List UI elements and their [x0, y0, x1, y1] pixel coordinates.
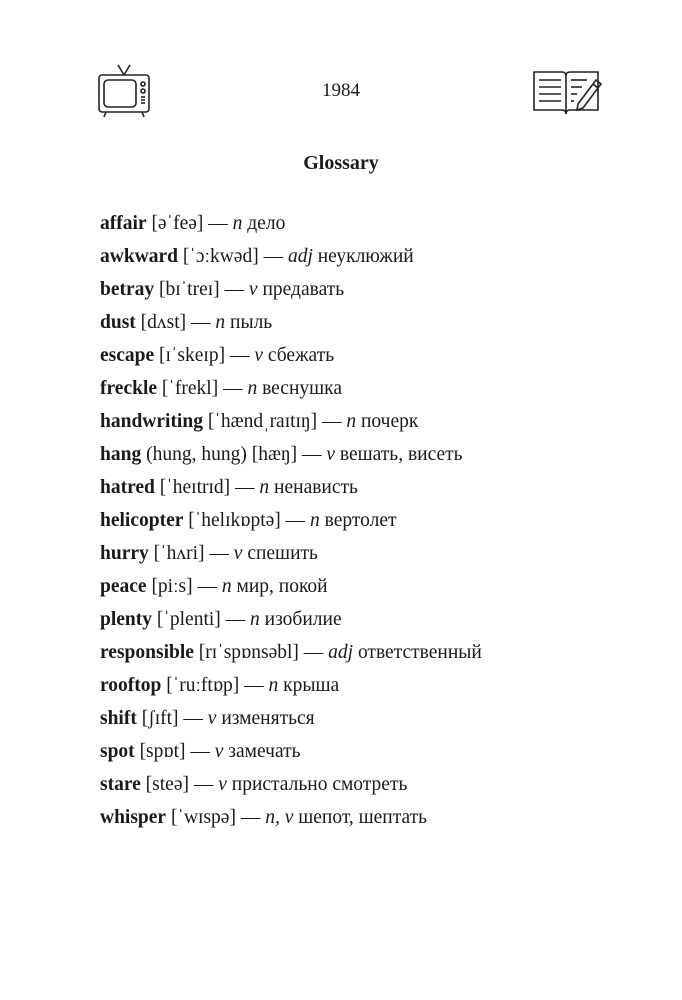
- entry-dash: —: [235, 477, 255, 498]
- entry-part-of-speech: v: [207, 708, 217, 729]
- entry-transcription: [dʌst]: [140, 312, 187, 333]
- entry-translation: замечать: [228, 741, 301, 762]
- glossary-entry: [100, 244, 482, 277]
- entry-transcription: [ˈruːftɒp]: [166, 675, 240, 696]
- entry-translation: почерк: [360, 411, 419, 432]
- entry-translation: веснушка: [262, 378, 343, 399]
- entry-dash: —: [321, 411, 342, 432]
- entry-dash: —: [240, 807, 261, 828]
- entry-dash: —: [191, 312, 211, 333]
- entry-part-of-speech: n: [346, 411, 357, 432]
- entry-word: spot: [100, 741, 135, 762]
- entry-translation: ответственный: [357, 642, 482, 663]
- entry-translation: сбежать: [267, 345, 335, 366]
- entry-part-of-speech: v: [254, 345, 263, 366]
- glossary-entry: [100, 574, 482, 607]
- entry-transcription: [ˈhændˌraɪtɪŋ]: [207, 411, 318, 432]
- entry-part-of-speech: adj: [328, 642, 354, 663]
- entry-forms: (hung, hung): [146, 444, 247, 465]
- glossary-entry: [100, 442, 482, 475]
- entry-transcription: [ʃɪft]: [141, 708, 179, 729]
- entry-transcription: [ˈheɪtrɪd]: [159, 477, 231, 498]
- entry-translation: спешить: [247, 543, 318, 564]
- entry-transcription: [ˈɔːkwəd]: [182, 246, 259, 267]
- glossary-entry: [100, 376, 482, 409]
- glossary-entry: [100, 343, 482, 376]
- entry-transcription: [hæŋ]: [251, 444, 298, 465]
- entry-transcription: [piːs]: [151, 576, 193, 597]
- entry-part-of-speech: n: [268, 675, 279, 696]
- glossary-entry: [100, 277, 482, 310]
- entry-word: betray: [100, 279, 155, 300]
- entry-transcription: [rɪˈspɒnsəbl]: [198, 642, 299, 663]
- entry-transcription: [ˈplenti]: [156, 609, 221, 630]
- entry-translation: изменяться: [221, 708, 315, 729]
- entry-part-of-speech: v: [214, 741, 224, 762]
- book-pencil-icon: [532, 68, 602, 118]
- entry-word: hatred: [100, 477, 155, 498]
- glossary-entry: [100, 640, 482, 673]
- entry-word: awkward: [100, 246, 179, 267]
- entry-dash: —: [224, 279, 245, 300]
- entry-translation: вертолет: [324, 510, 397, 531]
- entry-translation: шепот, шептать: [298, 807, 428, 828]
- entry-translation: мир, покой: [236, 576, 328, 597]
- entry-transcription: [ˈhʌri]: [153, 543, 205, 564]
- entry-dash: —: [208, 213, 228, 234]
- entry-part-of-speech: n, v: [265, 807, 294, 828]
- glossary-entry: [100, 310, 482, 343]
- entry-part-of-speech: n: [215, 312, 226, 333]
- entry-word: affair: [100, 213, 147, 234]
- entry-dash: —: [209, 543, 229, 564]
- entry-part-of-speech: n: [247, 378, 258, 399]
- entry-part-of-speech: n: [250, 609, 260, 630]
- entry-translation: вешать, висеть: [339, 444, 463, 465]
- entry-word: escape: [100, 345, 155, 366]
- entry-dash: —: [197, 576, 217, 597]
- entry-translation: изобилие: [264, 609, 342, 630]
- entry-dash: —: [244, 675, 264, 696]
- entry-part-of-speech: v: [326, 444, 335, 465]
- glossary-entry: [100, 541, 482, 574]
- entry-transcription: [ˈwɪspə]: [170, 807, 236, 828]
- entry-word: responsible: [100, 642, 194, 663]
- entry-dash: —: [193, 774, 214, 795]
- glossary-entry: [100, 475, 482, 508]
- entry-word: helicopter: [100, 510, 184, 531]
- entry-translation: предавать: [262, 279, 345, 300]
- entry-word: hang: [100, 444, 142, 465]
- entry-part-of-speech: n: [232, 213, 243, 234]
- entry-word: dust: [100, 312, 136, 333]
- glossary-entry: [100, 409, 482, 442]
- entry-word: shift: [100, 708, 137, 729]
- book-title: 1984: [322, 80, 360, 101]
- entry-dash: —: [225, 609, 246, 630]
- glossary-entry: [100, 706, 482, 739]
- glossary-entry: [100, 211, 482, 244]
- entry-part-of-speech: v: [218, 774, 227, 795]
- glossary-entry: [100, 673, 482, 706]
- entry-transcription: [steə]: [145, 774, 189, 795]
- glossary-title: Glossary: [303, 152, 379, 174]
- entry-translation: крыша: [283, 675, 340, 696]
- entry-dash: —: [263, 246, 284, 267]
- entry-dash: —: [303, 642, 324, 663]
- entry-transcription: [əˈfeə]: [151, 213, 204, 234]
- glossary-entry: [100, 805, 482, 838]
- entry-dash: —: [301, 444, 322, 465]
- glossary-entry: [100, 508, 482, 541]
- glossary-entry: [100, 772, 482, 805]
- entry-word: stare: [100, 774, 141, 795]
- entry-transcription: [ˈhelɪkɒptə]: [188, 510, 281, 531]
- glossary-entry: [100, 739, 482, 772]
- entry-translation: пыль: [230, 312, 273, 333]
- entry-translation: дело: [247, 213, 286, 234]
- entry-word: whisper: [100, 807, 167, 828]
- entry-word: plenty: [100, 609, 153, 630]
- entry-transcription: [spɒt]: [139, 741, 186, 762]
- entry-translation: ненависть: [274, 477, 358, 498]
- entry-part-of-speech: n: [259, 477, 270, 498]
- entry-transcription: [bɪˈtreɪ]: [159, 279, 220, 300]
- entry-dash: —: [229, 345, 250, 366]
- entry-translation: неуклюжий: [317, 246, 414, 267]
- entry-word: rooftop: [100, 675, 162, 696]
- entry-part-of-speech: v: [248, 279, 258, 300]
- entry-dash: —: [190, 741, 210, 762]
- entry-transcription: [ˈfrekl]: [161, 378, 219, 399]
- entry-dash: —: [285, 510, 306, 531]
- entry-part-of-speech: v: [233, 543, 243, 564]
- entry-part-of-speech: n: [221, 576, 232, 597]
- entry-transcription: [ɪˈskeɪp]: [159, 345, 226, 366]
- entry-word: hurry: [100, 543, 149, 564]
- glossary-list: [100, 211, 482, 838]
- entry-dash: —: [183, 708, 203, 729]
- entry-word: peace: [100, 576, 147, 597]
- entry-dash: —: [223, 378, 243, 399]
- entry-part-of-speech: adj: [287, 246, 313, 267]
- entry-word: freckle: [100, 378, 158, 399]
- entry-part-of-speech: n: [310, 510, 320, 531]
- entry-word: handwriting: [100, 411, 203, 432]
- entry-translation: пристально смотреть: [231, 774, 408, 795]
- glossary-entry: [100, 607, 482, 640]
